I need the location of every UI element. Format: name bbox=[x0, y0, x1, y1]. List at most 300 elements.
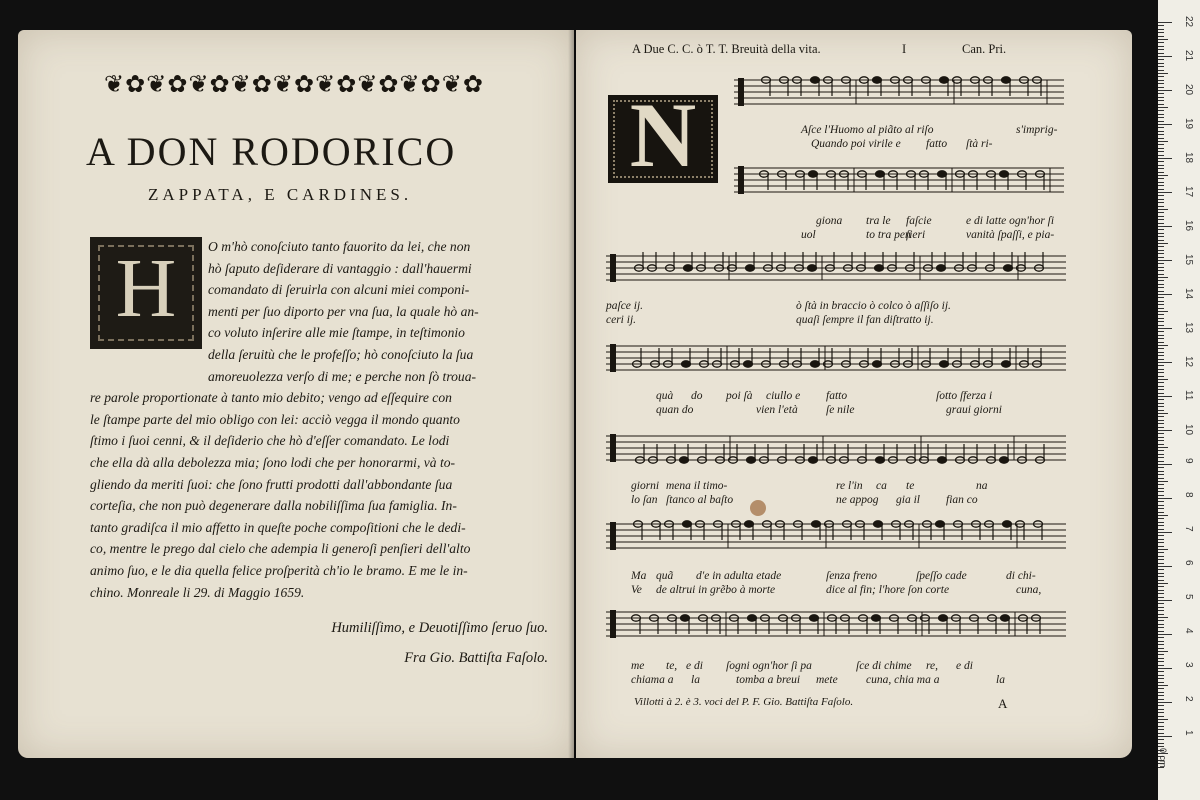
ruler-minor-tick bbox=[1158, 59, 1164, 60]
lyric-syllable: ciullo e bbox=[766, 390, 801, 402]
ruler-minor-tick bbox=[1158, 134, 1164, 135]
ruler-tick bbox=[1158, 158, 1172, 159]
lyric-syllable: la bbox=[996, 674, 1005, 686]
ruler-number: 16 bbox=[1183, 220, 1194, 232]
ruler-tick bbox=[1158, 226, 1172, 227]
lyric-syllable: cuna, chia ma a bbox=[866, 674, 940, 686]
ruler-minor-tick bbox=[1158, 243, 1168, 244]
ruler-minor-tick bbox=[1158, 331, 1164, 332]
ruler-minor-tick bbox=[1158, 73, 1168, 74]
ruler-unit-label: 0 cm bbox=[1158, 748, 1168, 768]
ruler-minor-tick bbox=[1158, 206, 1164, 207]
lyric-syllable: tomba a breui bbox=[736, 674, 801, 686]
lyric-syllable: di chi- bbox=[1006, 570, 1036, 582]
ruler-number: 9 bbox=[1183, 458, 1194, 464]
ruler-minor-tick bbox=[1158, 342, 1164, 343]
ruler-minor-tick bbox=[1158, 121, 1164, 122]
ruler-minor-tick bbox=[1158, 542, 1164, 543]
ruler-minor-tick bbox=[1158, 495, 1164, 496]
ruler-minor-tick bbox=[1158, 117, 1164, 118]
lyric-syllable: e di latte ogn'hor ſi bbox=[966, 215, 1055, 227]
ruler-minor-tick bbox=[1158, 461, 1164, 462]
ruler-number: 5 bbox=[1183, 594, 1194, 600]
ruler-minor-tick bbox=[1158, 70, 1164, 71]
lyric-syllable: mena il timo- bbox=[666, 480, 728, 492]
ruler-minor-tick bbox=[1158, 297, 1164, 298]
ruler-minor-tick bbox=[1158, 42, 1164, 43]
signoff-closing: Humiliſſimo, e Deuotiſſimo ſeruo ſuo. bbox=[331, 620, 548, 636]
ruler-minor-tick bbox=[1158, 617, 1168, 618]
ruler-number: 21 bbox=[1183, 50, 1194, 62]
lyric-syllable: vien l'età bbox=[756, 404, 798, 416]
ruler-minor-tick bbox=[1158, 423, 1164, 424]
ruler-minor-tick bbox=[1158, 165, 1164, 166]
ruler-minor-tick bbox=[1158, 559, 1164, 560]
ruler-minor-tick bbox=[1158, 229, 1164, 230]
lyric-syllable: graui giorni bbox=[946, 404, 1002, 416]
ruler-minor-tick bbox=[1158, 512, 1164, 513]
header-title: A Due C. C. ò T. T. Breuità della vita. bbox=[632, 42, 821, 56]
ruler-minor-tick bbox=[1158, 219, 1164, 220]
ruler-minor-tick bbox=[1158, 631, 1164, 632]
ruler-minor-tick bbox=[1158, 345, 1168, 346]
ruler-number: 17 bbox=[1183, 186, 1194, 198]
ruler-minor-tick bbox=[1158, 301, 1164, 302]
ruler-number: 6 bbox=[1183, 560, 1194, 566]
lyric-syllable: poi ſà bbox=[726, 390, 753, 402]
ruler-minor-tick bbox=[1158, 515, 1168, 516]
lyric-syllable: vanità ſpaſſi, e pia- bbox=[966, 229, 1055, 241]
ruler-minor-tick bbox=[1158, 685, 1168, 686]
ruler-minor-tick bbox=[1158, 457, 1164, 458]
ruler-minor-tick bbox=[1158, 447, 1168, 448]
lyric-syllable: ceri ij. bbox=[606, 314, 637, 326]
ruler-minor-tick bbox=[1158, 236, 1164, 237]
ruler-minor-tick bbox=[1158, 223, 1164, 224]
ruler-minor-tick bbox=[1158, 311, 1168, 312]
ruler-number: 19 bbox=[1183, 118, 1194, 130]
ruler-minor-tick bbox=[1158, 569, 1164, 570]
ruler-minor-tick bbox=[1158, 488, 1164, 489]
ruler-tick bbox=[1158, 736, 1172, 737]
ruler-minor-tick bbox=[1158, 321, 1164, 322]
ruler-minor-tick bbox=[1158, 403, 1164, 404]
ruler-minor-tick bbox=[1158, 590, 1164, 591]
ruler-minor-tick bbox=[1158, 427, 1164, 428]
lyric-syllable: ne appog bbox=[836, 494, 879, 506]
ruler-minor-tick bbox=[1158, 525, 1164, 526]
ruler-minor-tick bbox=[1158, 705, 1164, 706]
ruler-minor-tick bbox=[1158, 39, 1168, 40]
ruler-number: 10 bbox=[1183, 424, 1194, 436]
lyric-syllable: to tra pen bbox=[866, 229, 911, 241]
ruler-minor-tick bbox=[1158, 467, 1164, 468]
lyric-syllable: e di bbox=[686, 660, 703, 672]
ruler-minor-tick bbox=[1158, 131, 1164, 132]
ruler-minor-tick bbox=[1158, 365, 1164, 366]
ruler-minor-tick bbox=[1158, 348, 1164, 349]
ruler-minor-tick bbox=[1158, 318, 1164, 319]
dedication-subtitle: ZAPPATA, E CARDINES. bbox=[148, 185, 413, 204]
ruler-minor-tick bbox=[1158, 263, 1164, 264]
ruler-tick bbox=[1158, 702, 1172, 703]
ruler-tick bbox=[1158, 396, 1172, 397]
ruler-minor-tick bbox=[1158, 620, 1164, 621]
lyric-syllable: ſieri bbox=[906, 229, 926, 241]
ruler-minor-tick bbox=[1158, 270, 1164, 271]
ruler-tick bbox=[1158, 22, 1172, 23]
ruler-tick bbox=[1158, 464, 1172, 465]
ruler-minor-tick bbox=[1158, 478, 1164, 479]
measuring-ruler bbox=[1158, 0, 1200, 800]
ruler-minor-tick bbox=[1158, 576, 1164, 577]
lyric-syllable: uol bbox=[801, 229, 816, 241]
lyric-syllable: ſotto ſferza i bbox=[936, 390, 993, 402]
ruler-minor-tick bbox=[1158, 280, 1164, 281]
ruler-minor-tick bbox=[1158, 389, 1164, 390]
ruler-minor-tick bbox=[1158, 546, 1164, 547]
lyric-syllable: quan do bbox=[656, 404, 694, 416]
lyric-syllable: de altrui in grẽbo à morte bbox=[656, 584, 776, 596]
ruler-minor-tick bbox=[1158, 325, 1164, 326]
ruler-minor-tick bbox=[1158, 716, 1164, 717]
ruler-minor-tick bbox=[1158, 257, 1164, 258]
ruler-minor-tick bbox=[1158, 172, 1164, 173]
body-line: le ſtampe parte del mio obligo con lei: acciò vegga il mondo quanto bbox=[90, 411, 460, 427]
ruler-minor-tick bbox=[1158, 627, 1164, 628]
ruler-minor-tick bbox=[1158, 87, 1164, 88]
ruler-minor-tick bbox=[1158, 665, 1164, 666]
ruler-minor-tick bbox=[1158, 83, 1164, 84]
lyric-syllable: quà bbox=[656, 390, 674, 402]
ruler-minor-tick bbox=[1158, 688, 1164, 689]
lyric-syllable: dice al fin; l'hore ſon corte bbox=[826, 584, 950, 596]
ruler-tick bbox=[1158, 532, 1172, 533]
ruler-minor-tick bbox=[1158, 189, 1164, 190]
lyric-syllable: faſcie bbox=[906, 215, 932, 227]
ruler-minor-tick bbox=[1158, 416, 1164, 417]
body-line: re parole proportionate à tanto mio debito; vengo ad eſſequire con bbox=[90, 390, 452, 406]
body-line: ſtimo i ſuoi cenni, & il deſiderio che hò d'eſſer comandato. Le lodi bbox=[90, 433, 450, 449]
lyric-syllable: e di bbox=[956, 660, 973, 672]
lyric-syllable: ſtanco al baſto bbox=[666, 494, 734, 506]
header-page-number: I bbox=[902, 42, 907, 56]
music-staff bbox=[606, 338, 1066, 378]
ruler-minor-tick bbox=[1158, 185, 1164, 186]
ruler-minor-tick bbox=[1158, 80, 1164, 81]
ruler-minor-tick bbox=[1158, 529, 1164, 530]
ruler-minor-tick bbox=[1158, 199, 1164, 200]
ruler-minor-tick bbox=[1158, 240, 1164, 241]
ruler-minor-tick bbox=[1158, 379, 1168, 380]
ruler-minor-tick bbox=[1158, 712, 1164, 713]
ruler-minor-tick bbox=[1158, 450, 1164, 451]
ruler-minor-tick bbox=[1158, 182, 1164, 183]
ruler-minor-tick bbox=[1158, 49, 1164, 50]
lyric-syllable: te bbox=[906, 480, 915, 492]
ruler-minor-tick bbox=[1158, 699, 1164, 700]
ruler-minor-tick bbox=[1158, 284, 1164, 285]
body-line: hò ſaputo deſiderare di vantaggio : dall'hauermi bbox=[208, 260, 472, 276]
ruler-minor-tick bbox=[1158, 399, 1164, 400]
ruler-minor-tick bbox=[1158, 539, 1164, 540]
ruler-minor-tick bbox=[1158, 692, 1164, 693]
lyric-syllable: na bbox=[976, 480, 988, 492]
ruler-minor-tick bbox=[1158, 209, 1168, 210]
ruler-minor-tick bbox=[1158, 471, 1164, 472]
ruler-minor-tick bbox=[1158, 161, 1164, 162]
lyric-syllable: fian co bbox=[946, 494, 978, 506]
ruler-minor-tick bbox=[1158, 36, 1164, 37]
lyric-syllable: s'imprig- bbox=[1016, 124, 1058, 136]
ruler-minor-tick bbox=[1158, 614, 1164, 615]
ruler-minor-tick bbox=[1158, 624, 1164, 625]
lyric-syllable: ò ſtà in braccio ò colco ò aſſiſo ij. bbox=[796, 300, 951, 312]
ruler-minor-tick bbox=[1158, 661, 1164, 662]
ruler-minor-tick bbox=[1158, 66, 1164, 67]
ruler-minor-tick bbox=[1158, 114, 1164, 115]
ruler-minor-tick bbox=[1158, 29, 1164, 30]
ruler-minor-tick bbox=[1158, 393, 1164, 394]
ruler-minor-tick bbox=[1158, 641, 1164, 642]
page-footer: Villotti à 2. è 3. voci del P. F. Gio. Battiſta Faſolo. bbox=[634, 696, 854, 708]
lyric-syllable: quaſi ſempre il fan diſtratto ij. bbox=[796, 314, 934, 326]
lyric-syllable: d'e in adulta etade bbox=[696, 570, 782, 582]
ruler-tick bbox=[1158, 566, 1172, 567]
lyric-syllable: quã bbox=[656, 570, 674, 582]
dedication-title: A DON RODORICO bbox=[86, 129, 457, 174]
lyric-syllable: giorni bbox=[631, 480, 660, 492]
ruler-minor-tick bbox=[1158, 287, 1164, 288]
ruler-minor-tick bbox=[1158, 654, 1164, 655]
ruler-minor-tick bbox=[1158, 682, 1164, 683]
body-line: menti per ſuo diporto per vna ſua, la quale hò an- bbox=[208, 303, 479, 319]
ruler-minor-tick bbox=[1158, 406, 1164, 407]
ruler-minor-tick bbox=[1158, 695, 1164, 696]
ruler-minor-tick bbox=[1158, 372, 1164, 373]
body-line: amoreuolezza verſo di me; e perche non ſò troua- bbox=[208, 368, 477, 384]
ruler-minor-tick bbox=[1158, 369, 1164, 370]
ornament-border: ❦✿❦✿❦✿❦✿❦✿❦✿❦✿❦✿❦✿ bbox=[104, 70, 484, 98]
decorated-initial-n bbox=[608, 84, 718, 186]
right-page bbox=[576, 30, 1132, 758]
ruler-number: 11 bbox=[1183, 390, 1194, 401]
ruler-minor-tick bbox=[1158, 603, 1164, 604]
ruler-minor-tick bbox=[1158, 246, 1164, 247]
body-line: corteſia, che non può degenerare dalla nobiliſſima ſua famiglia. In- bbox=[90, 498, 457, 514]
ruler-minor-tick bbox=[1158, 110, 1164, 111]
lyric-syllable: mete bbox=[816, 674, 838, 686]
lyric-syllable: gia il bbox=[896, 494, 920, 506]
ruler-number: 12 bbox=[1183, 356, 1194, 368]
ruler-minor-tick bbox=[1158, 53, 1164, 54]
body-line: gliendo da meriti ſuoi: che ſono frutti prodotti dall'abbondante ſua bbox=[90, 476, 453, 492]
ruler-minor-tick bbox=[1158, 195, 1164, 196]
initial-letter: N bbox=[629, 84, 697, 186]
ruler-minor-tick bbox=[1158, 556, 1164, 557]
ruler-number: 2 bbox=[1183, 696, 1194, 702]
ruler-minor-tick bbox=[1158, 637, 1164, 638]
ruler-minor-tick bbox=[1158, 32, 1164, 33]
ruler-minor-tick bbox=[1158, 144, 1164, 145]
body-line: O m'hò conoſciuto tanto fauorito da lei, che non bbox=[208, 239, 471, 254]
lyric-syllable: tra le bbox=[866, 215, 891, 227]
ruler-minor-tick bbox=[1158, 474, 1164, 475]
ruler-number: 3 bbox=[1183, 662, 1194, 668]
lyric-syllable: cuna, bbox=[1016, 584, 1042, 596]
lyric-syllable: paſce ij. bbox=[606, 300, 644, 312]
ruler-tick bbox=[1158, 56, 1172, 57]
ruler-minor-tick bbox=[1158, 233, 1164, 234]
ruler-tick bbox=[1158, 294, 1172, 295]
lyric-syllable: lo ſan bbox=[631, 494, 658, 506]
ruler-tick bbox=[1158, 600, 1172, 601]
ruler-minor-tick bbox=[1158, 644, 1164, 645]
ruler-minor-tick bbox=[1158, 104, 1164, 105]
ruler-minor-tick bbox=[1158, 583, 1168, 584]
body-line: co, mentre le prego dal cielo che adempia li generoſi penſieri dell'alto bbox=[90, 541, 471, 557]
ruler-minor-tick bbox=[1158, 338, 1164, 339]
body-line: co voluto inſerire alle mie ſtampe, in teſtimonio bbox=[208, 325, 465, 341]
ruler-minor-tick bbox=[1158, 586, 1164, 587]
ruler-minor-tick bbox=[1158, 678, 1164, 679]
ruler-minor-tick bbox=[1158, 413, 1168, 414]
ruler-minor-tick bbox=[1158, 610, 1164, 611]
ruler-minor-tick bbox=[1158, 597, 1164, 598]
lyric-syllable: la bbox=[691, 674, 700, 686]
ruler-number: 20 bbox=[1183, 84, 1194, 96]
ruler-minor-tick bbox=[1158, 202, 1164, 203]
ruler-minor-tick bbox=[1158, 151, 1164, 152]
ruler-tick bbox=[1158, 192, 1172, 193]
ruler-tick bbox=[1158, 260, 1172, 261]
ruler-number: 15 bbox=[1183, 254, 1194, 266]
lyric-syllable: re, bbox=[926, 660, 939, 672]
ruler-minor-tick bbox=[1158, 437, 1164, 438]
ruler-minor-tick bbox=[1158, 607, 1164, 608]
music-staff bbox=[606, 248, 1066, 288]
ruler-minor-tick bbox=[1158, 175, 1168, 176]
ruler-tick bbox=[1158, 634, 1172, 635]
ruler-number: 18 bbox=[1183, 152, 1194, 164]
body-line: comandato di ſeruirla con alcuni miei componi- bbox=[208, 282, 470, 298]
ruler-minor-tick bbox=[1158, 314, 1164, 315]
ruler-tick bbox=[1158, 362, 1172, 363]
body-line: della ſeruitù che le profeſſo; hò conoſciuto la ſua bbox=[208, 346, 474, 362]
ruler-minor-tick bbox=[1158, 250, 1164, 251]
body-line: chino. Monreale li 29. di Maggio 1659. bbox=[90, 584, 305, 600]
ruler-minor-tick bbox=[1158, 433, 1164, 434]
ruler-minor-tick bbox=[1158, 253, 1164, 254]
ruler-minor-tick bbox=[1158, 518, 1164, 519]
ruler-tick bbox=[1158, 430, 1172, 431]
ruler-tick bbox=[1158, 124, 1172, 125]
ruler-minor-tick bbox=[1158, 76, 1164, 77]
ruler-minor-tick bbox=[1158, 138, 1164, 139]
ruler-minor-tick bbox=[1158, 352, 1164, 353]
ruler-minor-tick bbox=[1158, 93, 1164, 94]
ruler-minor-tick bbox=[1158, 454, 1164, 455]
ruler-minor-tick bbox=[1158, 359, 1164, 360]
ruler-minor-tick bbox=[1158, 573, 1164, 574]
ruler-minor-tick bbox=[1158, 308, 1164, 309]
ruler-tick bbox=[1158, 498, 1172, 499]
ruler-minor-tick bbox=[1158, 107, 1168, 108]
ruler-minor-tick bbox=[1158, 277, 1168, 278]
ruler-minor-tick bbox=[1158, 212, 1164, 213]
ruler-minor-tick bbox=[1158, 535, 1164, 536]
paper-stain bbox=[750, 500, 766, 516]
ruler-tick bbox=[1158, 328, 1172, 329]
ruler-minor-tick bbox=[1158, 46, 1164, 47]
lyric-syllable: ſenza freno bbox=[826, 570, 877, 582]
ruler-number: 14 bbox=[1183, 288, 1194, 300]
ruler-minor-tick bbox=[1158, 658, 1164, 659]
ruler-minor-tick bbox=[1158, 155, 1164, 156]
lyric-syllable: ſce di chime bbox=[856, 660, 912, 672]
signature-mark: A bbox=[998, 696, 1008, 711]
ruler-minor-tick bbox=[1158, 593, 1164, 594]
ruler-minor-tick bbox=[1158, 25, 1164, 26]
ruler-minor-tick bbox=[1158, 178, 1164, 179]
ruler-minor-tick bbox=[1158, 580, 1164, 581]
ruler-minor-tick bbox=[1158, 440, 1164, 441]
ruler-minor-tick bbox=[1158, 726, 1164, 727]
header-part: Can. Pri. bbox=[962, 42, 1007, 56]
ruler-minor-tick bbox=[1158, 100, 1164, 101]
ruler-tick bbox=[1158, 668, 1172, 669]
ruler-minor-tick bbox=[1158, 671, 1164, 672]
body-line: che ella dà alla debolezza mia; ſono lodi che per honorarmi, và to- bbox=[90, 454, 456, 470]
ruler-minor-tick bbox=[1158, 335, 1164, 336]
ruler-minor-tick bbox=[1158, 491, 1164, 492]
lyric-syllable: Ve bbox=[631, 584, 642, 596]
ruler-minor-tick bbox=[1158, 505, 1164, 506]
ruler-minor-tick bbox=[1158, 355, 1164, 356]
lyric-syllable: fatto bbox=[926, 138, 948, 150]
lyric-syllable: chiama a bbox=[631, 674, 674, 686]
ruler-minor-tick bbox=[1158, 127, 1164, 128]
ruler-minor-tick bbox=[1158, 648, 1164, 649]
signoff-name: Fra Gio. Battiſta Faſolo. bbox=[404, 650, 548, 666]
lyric-syllable: giona bbox=[816, 215, 843, 227]
lyric-syllable: ca bbox=[876, 480, 887, 492]
lyric-syllable: te, bbox=[666, 660, 678, 672]
ruler-number: 13 bbox=[1183, 322, 1194, 334]
ruler-minor-tick bbox=[1158, 709, 1164, 710]
ruler-minor-tick bbox=[1158, 168, 1164, 169]
ruler-minor-tick bbox=[1158, 484, 1164, 485]
lyric-syllable: Quando poi virile e bbox=[811, 138, 901, 150]
ruler-minor-tick bbox=[1158, 376, 1164, 377]
music-staff bbox=[734, 72, 1064, 112]
ruler-minor-tick bbox=[1158, 97, 1164, 98]
lyric-syllable: ſe nile bbox=[826, 404, 855, 416]
music-staff bbox=[606, 516, 1066, 556]
body-line: animo ſuo, e le dia quella felice proſperità ch'io le bramo. E me le in- bbox=[90, 562, 468, 578]
ruler-minor-tick bbox=[1158, 216, 1164, 217]
ruler-minor-tick bbox=[1158, 291, 1164, 292]
lyric-syllable: re l'in bbox=[836, 480, 863, 492]
initial-letter: H bbox=[115, 242, 177, 335]
ruler-number: 7 bbox=[1183, 526, 1194, 532]
ruler-minor-tick bbox=[1158, 675, 1164, 676]
ruler-minor-tick bbox=[1158, 722, 1164, 723]
ruler-minor-tick bbox=[1158, 549, 1168, 550]
music-staff bbox=[606, 604, 1066, 644]
ruler-minor-tick bbox=[1158, 420, 1164, 421]
ruler-number: 8 bbox=[1183, 492, 1194, 498]
